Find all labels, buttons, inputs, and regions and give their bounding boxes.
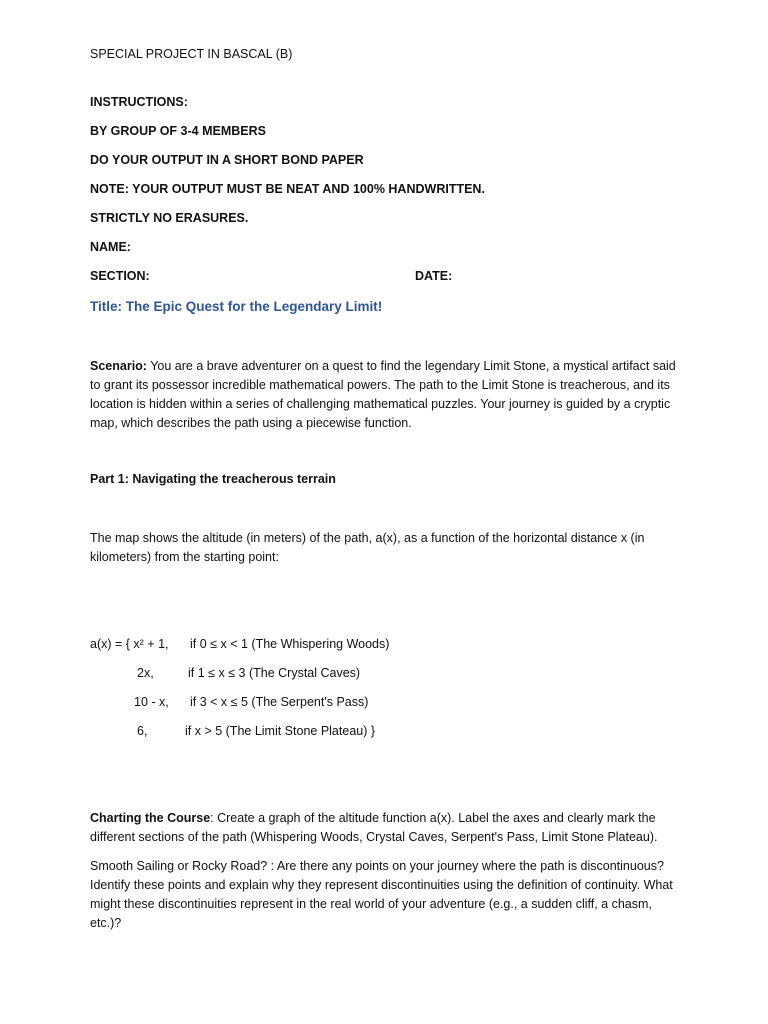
instruction-erasures: STRICTLY NO ERASURES. <box>90 211 249 225</box>
instructions-heading: INSTRUCTIONS: <box>90 95 188 109</box>
activity-title: Title: The Epic Quest for the Legendary Limit! <box>90 299 383 314</box>
part1-heading: Part 1: Navigating the treacherous terrain <box>90 472 336 486</box>
instruction-group: BY GROUP OF 3-4 MEMBERS <box>90 124 266 138</box>
function-expr-3: 10 - x, <box>134 695 169 709</box>
instruction-paper: DO YOUR OUTPUT IN A SHORT BOND PAPER <box>90 153 364 167</box>
smooth-sailing-paragraph: Smooth Sailing or Rocky Road? : Are there any points on your journey where the path is discontinuous? Identify these points and explain why they represent discontinuities using the definition of continuity. What might these discontinuities represent in the real world of your adventure (e.g., a sudden cliff, a chasm, etc.)? <box>90 859 673 930</box>
function-expr-2: 2x, <box>137 666 154 680</box>
function-lead: a(x) = { x² + 1, <box>90 637 169 651</box>
charting-paragraph <box>90 809 680 847</box>
instruction-note: NOTE: YOUR OUTPUT MUST BE NEAT AND 100% HANDWRITTEN. <box>90 182 485 196</box>
charting-label: Charting the Course <box>90 811 211 825</box>
date-label: DATE: <box>415 269 453 283</box>
section-label: SECTION: <box>90 269 150 283</box>
project-title: SPECIAL PROJECT IN BASCAL (B) <box>90 47 293 61</box>
function-cond-1: if 0 ≤ x < 1 (The Whispering Woods) <box>190 637 390 651</box>
part1-intro: The map shows the altitude (in meters) of the path, a(x), as a function of the horizontal distance x (in kilometers) from the starting point: <box>90 531 645 564</box>
scenario-text: You are a brave adventurer on a quest to find the legendary Limit Stone, a mystical artifact said to grant its possessor incredible mathematical powers. The path to the Limit Stone is treacherous, and its location is hidden within a series of challenging mathematical puzzles. Your journey is guided by a cryptic map, which describes the path using a piecewise function. <box>90 359 676 430</box>
function-expr-4: 6, <box>137 724 148 738</box>
charting-text: : Create a graph of the altitude function a(x). Label the axes and clearly mark the different sections of the path (Whispering Woods, Crystal Caves, Serpent's Pass, Limit Stone Plateau). <box>90 811 658 844</box>
name-label: NAME: <box>90 240 131 254</box>
scenario-paragraph <box>90 357 680 433</box>
function-cond-2: if 1 ≤ x ≤ 3 (The Crystal Caves) <box>188 666 361 680</box>
function-cond-3: if 3 < x ≤ 5 (The Serpent's Pass) <box>190 695 369 709</box>
scenario-label: Scenario: <box>90 359 147 373</box>
function-cond-4: if x > 5 (The Limit Stone Plateau) } <box>185 724 376 738</box>
